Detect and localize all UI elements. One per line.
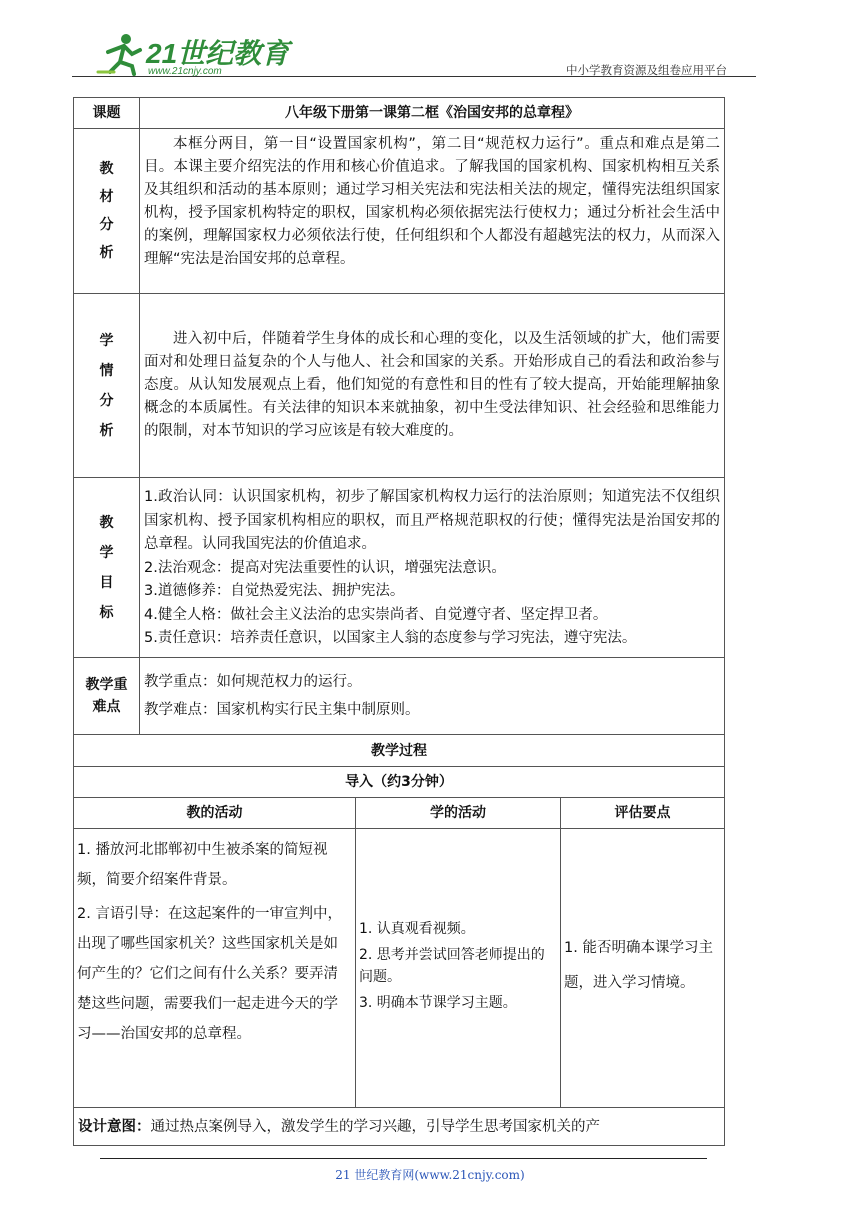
- student-activity-item: 3. 明确本节课学习主题。: [359, 995, 517, 1011]
- goal-item: 4.健全人格：做社会主义法治的忠实崇尚者、自觉遵守者、坚定捍卫者。: [144, 606, 608, 623]
- key-focus: 教学重点：如何规范权力的运行。: [144, 674, 362, 690]
- material-label: 教 材 分 析: [74, 129, 140, 294]
- intro-title: 导入（约3分钟）: [74, 767, 725, 798]
- page-header: [72, 28, 727, 78]
- goals-list: [140, 478, 725, 658]
- keypoints-text: [140, 658, 725, 735]
- col-assessment-header: 评估要点: [561, 798, 725, 829]
- assessment-points: [561, 829, 725, 1108]
- student-activity-item: 1. 认真观看视频。: [359, 921, 475, 937]
- footer-divider: [100, 1158, 707, 1159]
- goal-item: 2.法治观念：提高对宪法重要性的认识，增强宪法意识。: [144, 559, 506, 576]
- student-activities: [356, 829, 561, 1108]
- col-student-header: 学的活动: [356, 798, 561, 829]
- column-header-row: [74, 798, 725, 829]
- design-intent: [74, 1108, 725, 1146]
- teacher-activities: [74, 829, 356, 1108]
- keypoints-row: [74, 658, 725, 735]
- design-row: [74, 1108, 725, 1146]
- topic-value: 八年级下册第一课第二框《治国安邦的总章程》: [140, 98, 725, 129]
- design-text: 通过热点案例导入，激发学生的学习兴趣，引导学生思考国家机关的产: [150, 1118, 600, 1135]
- platform-name: 中小学教育资源及组卷应用平台: [566, 63, 727, 77]
- students-text: 进入初中后，伴随着学生身体的成长和心理的变化，以及生活领域的扩大，他们需要面对和处理日益复杂的个人与他人、社会和国家的关系。开始形成自己的看法和政治参与态度。从认知发展观点上看，他们知觉的有意性和目的性有了较大提高，开始能理解抽象概念的本质属性。有关法律的知识本来就抽象，初中生受法律知识、社会经验和思维能力的限制，对本节知识的学习应该是有较大难度的。: [140, 294, 725, 478]
- intro-activity-row: [74, 829, 725, 1108]
- goal-item: 5.责任意识：培养责任意识，以国家主人翁的态度参与学习宪法，遵守宪法。: [144, 630, 637, 646]
- material-row: [74, 129, 725, 294]
- goal-item: 3.道德修养：自觉热爱宪法、拥护宪法。: [144, 583, 405, 599]
- header-divider: [72, 76, 756, 77]
- design-label: 设计意图：: [78, 1118, 151, 1135]
- material-text: 本框分两目，第一目“设置国家机构”，第二目“规范权力运行”。重点和难点是第二目。本课主要介绍宪法的作用和核心价值追求。了解我国的国家机构、国家机构相互关系及其组织和活动的基本原则；通过学习相关宪法和宪法相关法的规定，懂得宪法组织国家机构，授予国家机构特定的职权，国家机构必须依据宪法行使权力；通过分析社会生活中的案例，理解国家权力必须依法行使，任何组织和个人都没有超越宪法的权力，从而深入理解“宪法是治国安邦的总章程。: [140, 129, 725, 294]
- teacher-activity-item: 2. 言语引导：在这起案件的一审宣判中，出现了哪些国家机关？这些国家机关是如何产生的？它们之间有什么关系？要弄清楚这些问题，需要我们一起走进今天的学习——治国安邦的总章程。: [77, 906, 342, 1042]
- logo-url: www.21cnjy.com: [148, 66, 222, 77]
- student-activity-item: 2. 思考并尝试回答老师提出的问题。: [359, 947, 545, 985]
- topic-row: [74, 98, 725, 129]
- site-logo[interactable]: [96, 32, 336, 78]
- goals-row: [74, 478, 725, 658]
- keypoints-label: 教学重 难点: [74, 658, 140, 735]
- lesson-plan-table: [73, 97, 725, 1146]
- key-difficulty: 教学难点：国家机构实行民主集中制原则。: [144, 702, 420, 718]
- runner-icon: [96, 32, 146, 76]
- topic-label: 课题: [74, 98, 140, 129]
- goal-item: 1.政治认同：认识国家机构，初步了解国家机构权力运行的法治原则；知道宪法不仅组织国家机构、授予国家机构相应的职权，而且严格规范职权的行使；懂得宪法是治国安邦的总章程。认同我国宪法的价值追求。: [144, 489, 721, 552]
- assessment-item: 1. 能否明确本课学习主题，进入学习情境。: [564, 940, 713, 991]
- process-title: 教学过程: [74, 735, 725, 767]
- teacher-activity-item: 1. 播放河北邯郸初中生被杀案的简短视频，简要介绍案件背景。: [77, 842, 328, 888]
- logo-text: 21世纪教育: [146, 38, 290, 69]
- process-title-row: [74, 735, 725, 767]
- intro-title-row: [74, 767, 725, 798]
- goals-label: 教 学 目 标: [74, 478, 140, 658]
- students-label: 学 情 分 析: [74, 294, 140, 478]
- col-teacher-header: 教的活动: [74, 798, 356, 829]
- footer-link[interactable]: 21 世纪教育网(www.21cnjy.com): [335, 1168, 525, 1182]
- students-row: [74, 294, 725, 478]
